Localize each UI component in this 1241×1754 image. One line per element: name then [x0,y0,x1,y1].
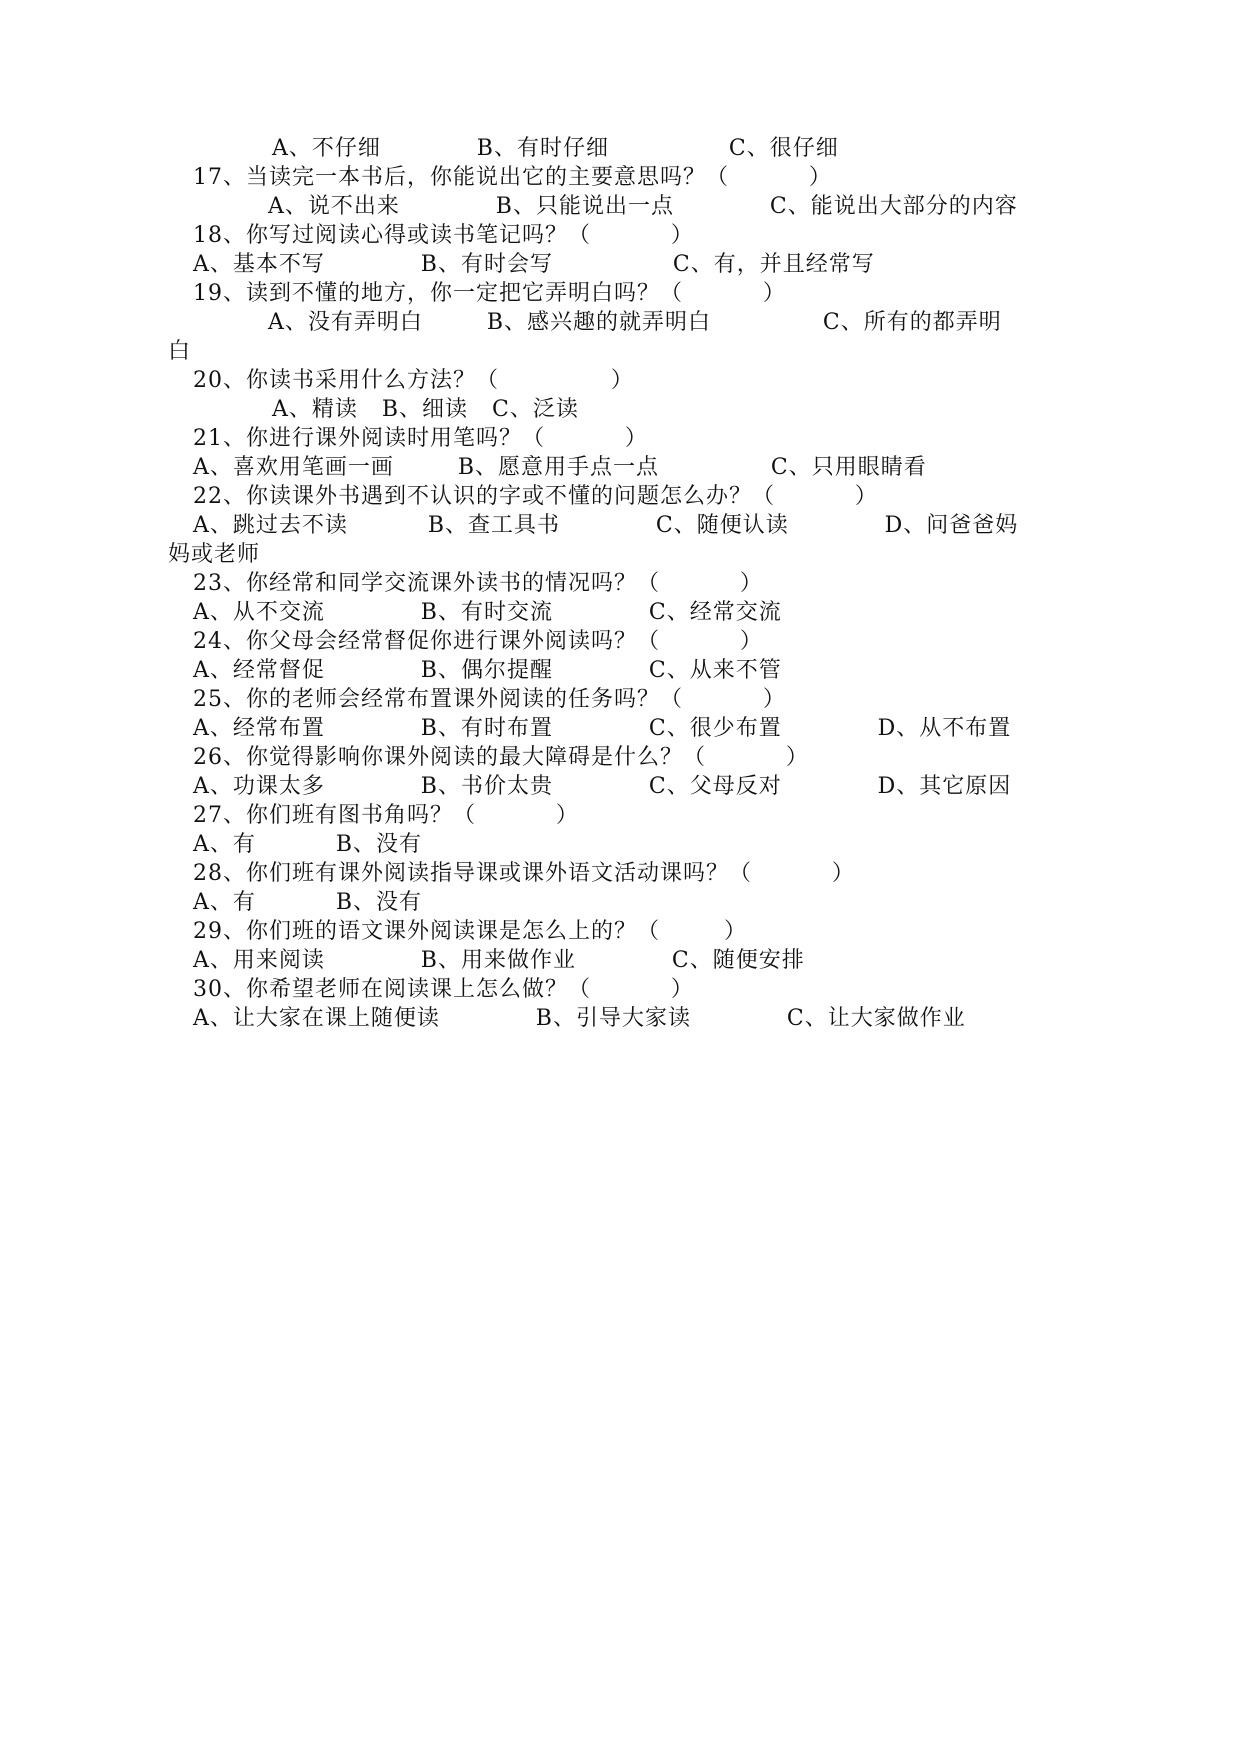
q17-question: 17、当读完一本书后，你能说出它的主要意思吗？（ ） [193,165,832,190]
q20-question: 20、你读书采用什么方法？（ ） [193,368,634,393]
q19-options-wrap: 白 [168,339,192,364]
q21-question: 21、你进行课外阅读时用笔吗？（ ） [193,426,648,451]
q28-question: 28、你们班有课外阅读指导课或课外语文活动课吗？（ ） [193,861,855,886]
q17-options: A、说不出来 B、只能说出一点 C、能说出大部分的内容 [268,194,1018,219]
q19-question: 19、读到不懂的地方，你一定把它弄明白吗？（ ） [193,281,786,306]
q19-options: A、没有弄明白 B、感兴趣的就弄明白 C、所有的都弄明 [268,310,1002,335]
q24-options: A、经常督促 B、偶尔提醒 C、从来不管 [193,658,782,683]
q30-question: 30、你希望老师在阅读课上怎么做？（ ） [193,977,694,1002]
q18-question: 18、你写过阅读心得或读书笔记吗？（ ） [193,223,694,248]
q25-question: 25、你的老师会经常布置课外阅读的任务吗？（ ） [193,687,786,712]
q22-options: A、跳过去不读 B、查工具书 C、随便认读 D、问爸爸妈 [193,513,1019,538]
q26-question: 26、你觉得影响你课外阅读的最大障碍是什么？（ ） [193,745,809,770]
q22-question: 22、你读课外书遇到不认识的字或不懂的问题怎么办？（ ） [193,484,878,509]
q30-options: A、让大家在课上随便读 B、引导大家读 C、让大家做作业 [193,1006,966,1031]
q21-options: A、喜欢用笔画一画 B、愿意用手点一点 C、只用眼睛看 [193,455,927,480]
q18-options: A、基本不写 B、有时会写 C、有，并且经常写 [193,252,875,277]
q29-question: 29、你们班的语文课外阅读课是怎么上的？（ ） [193,919,747,944]
q22-options-wrap: 妈或老师 [168,542,261,567]
q16-options: A、不仔细 B、有时仔细 C、很仔细 [272,136,839,161]
q27-options: A、有 B、没有 [193,832,422,857]
q23-question: 23、你经常和同学交流课外读书的情况吗？（ ） [193,571,763,596]
q26-options: A、功课太多 B、书价太贵 C、父母反对 D、其它原因 [193,774,1012,799]
q23-options: A、从不交流 B、有时交流 C、经常交流 [193,600,782,625]
q25-options: A、经常布置 B、有时布置 C、很少布置 D、从不布置 [193,716,1012,741]
q29-options: A、用来阅读 B、用来做作业 C、随便安排 [193,948,805,973]
q28-options: A、有 B、没有 [193,890,422,915]
q24-question: 24、你父母会经常督促你进行课外阅读吗？（ ） [193,629,763,654]
q20-options: A、精读 B、细读 C、泛读 [272,397,579,422]
q27-question: 27、你们班有图书角吗？（ ） [193,803,579,828]
